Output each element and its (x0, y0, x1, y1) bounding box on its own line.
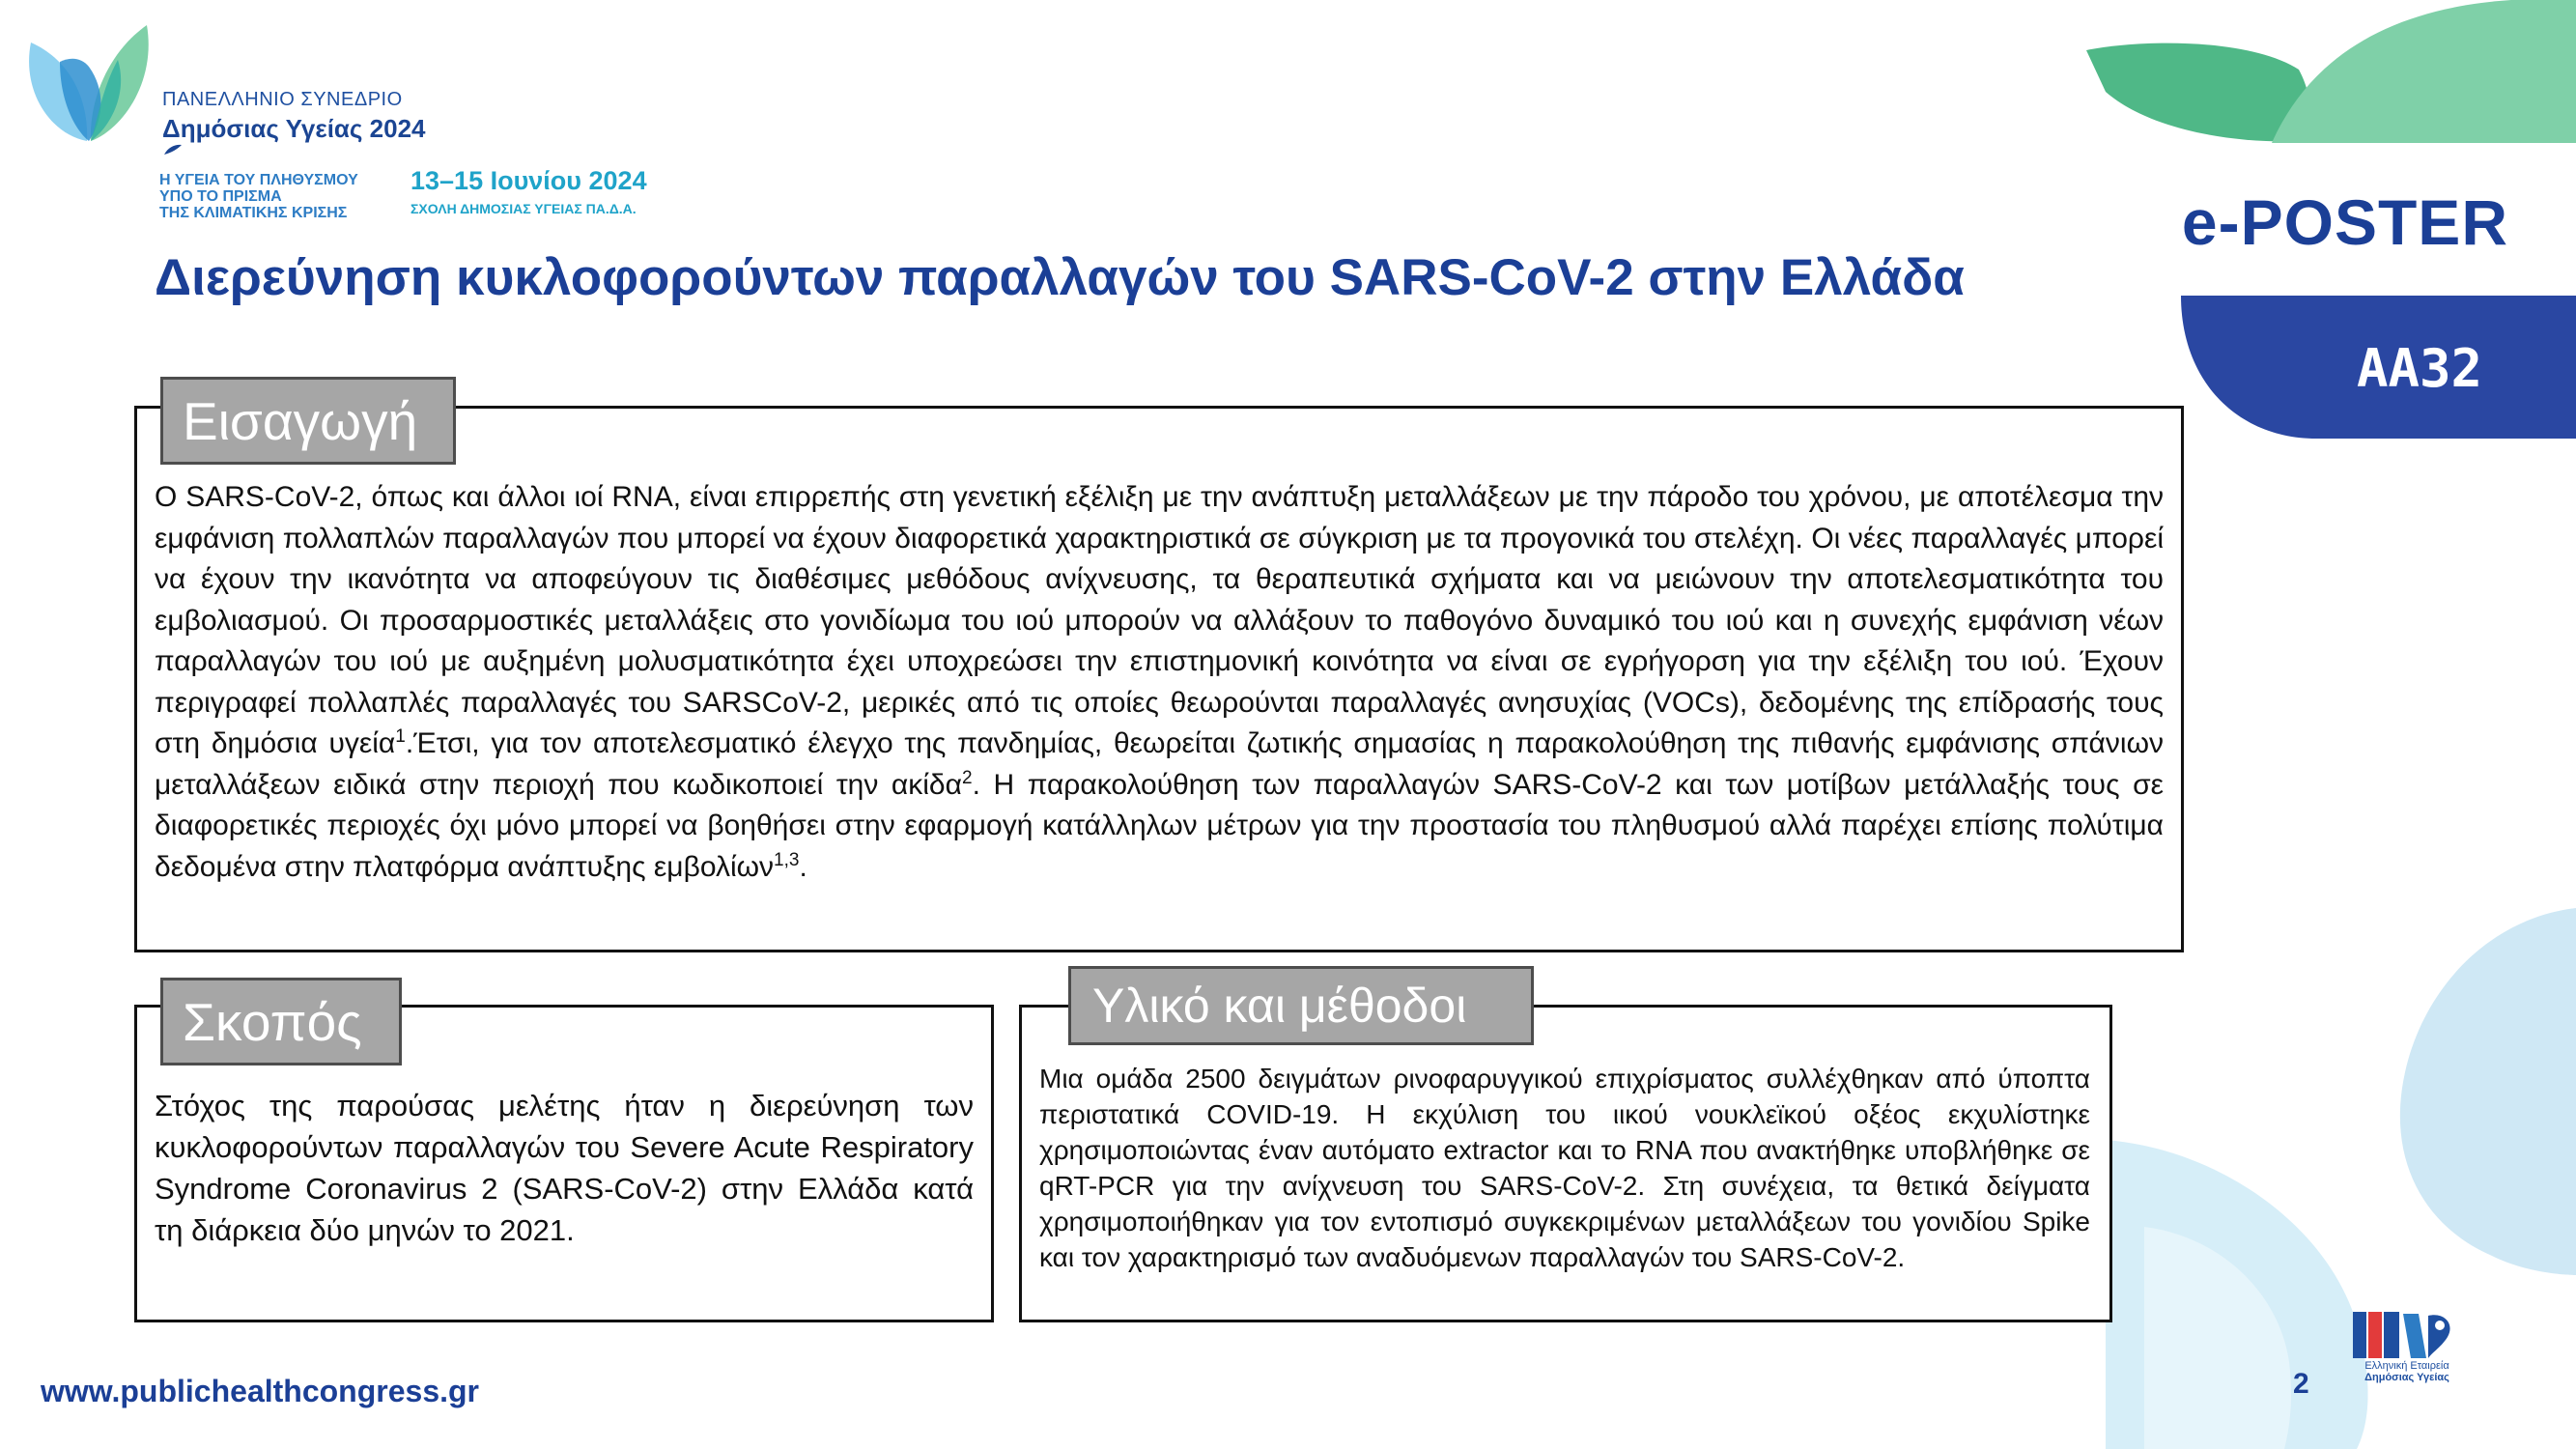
poster-code: AA32 (2357, 338, 2483, 399)
intro-heading: Εισαγωγή (160, 377, 456, 465)
poster-title: Διερεύνηση κυκλοφορούντων παραλλαγών του SARS-CoV-2 στην Ελλάδα (155, 249, 1965, 306)
decorative-blue-waves (2106, 908, 2576, 1449)
society-name-line2: Δημόσιας Υγείας (2364, 1372, 2449, 1383)
society-name-line1: Ελληνική Εταιρεία (2364, 1360, 2449, 1372)
methods-heading: Υλικό και μέθοδοι (1068, 966, 1534, 1045)
reference-2: 2 (961, 767, 973, 788)
conference-venue: ΣΧΟΛΗ ΔΗΜΟΣΙΑΣ ΥΓΕΙΑΣ ΠΑ.Δ.Α. (410, 201, 637, 216)
website-link[interactable]: www.publichealthcongress.gr (41, 1374, 479, 1408)
aim-text: Στόχος της παρούσας μελέτης ήταν η διερεύνηση των κυκλοφορούντων παραλλαγών του Severe Acute Respiratory Syndrome Coronavirus 2 (SARS-CoV-2) στην Ελλάδα κατά τη διάρκεια δύο μηνών το 2021. (155, 1089, 974, 1247)
intro-text: Ο SARS-CoV-2, όπως και άλλοι ιοί RNA, είναι επιρρεπής στη γενετική εξέλιξη με την ανάπτυξη μεταλλάξεων με την πάροδο του χρόνου, με αποτέλεσμα την εμφάνιση πολλαπλών παραλλαγών που μπορεί να έχουν διαφορετικά χαρακτηριστικά σε σύγκριση με τα προγονικά του στελέχη. Οι νέες παραλλαγές μπορεί να έχουν την ικανότητα να αποφεύγουν τις διαθέσιμες μεθόδους ανίχνευσης, τα θεραπευτικά σχήματα και να μειώνουν την αποτελεσματικότητα του εμβολιασμού. Οι προσαρμοστικές μεταλλάξεις στο γονιδίωμα του ιού μπορούν να αλλάξουν το παθογόνο δυναμικό του ιού και η συνεχής εμφάνιση νέων παραλλαγών του ιού με αυξημένη μολυσματικότητα έχει υποχρεώσει την επιστημονική κοινότητα να είναι σε εγρήγορση για την εξέλιξη του ιού. Έχουν περιγραφεί πολλαπλές παραλλαγές του SARSCoV-2, μερικές από τις οποίες θεωρούνται παραλλαγές ανησυχίας (VOCs), δεδομένης της επίδρασής τους στη δημόσια υγεία$^1$.Έτσι, για τον αποτελεσματικό έλεγχο της πανδημίας, θεωρείται ζωτικής σημασίας η παρακολούθηση της πιθανής εμφάνισης σπάνιων μεταλλάξεων ειδικά στην περιοχή που κωδικοποιεί την ακίδα$^2$. Η παρακολούθηση των παραλλαγών SARS-CoV-2 και των μοτίβων μετάλλαξής τους σε διαφορετικές περιοχές όχι μόνο μπορεί να βοηθήσει στην εφαρμογή κατάλληλων μέτρων για την προστασία του πληθυσμού αλλά παρέχει επίσης πολύτιμα δεδομένα στην πλατφόρμα ανάπτυξης εμβολίων$^{1,3}$. (155, 481, 2164, 883)
conference-name-small: ΠΑΝΕΛΛΗΝΙΟ ΣΥΝΕΔΡΙΟ (162, 89, 403, 110)
conference-theme: Η ΥΓΕΙΑ ΤΟΥ ΠΛΗΘΥΣΜΟΥ ΥΠΟ ΤΟ ΠΡΙΣΜΑ ΤΗΣ ΚΛΙΜΑΤΙΚΗΣ ΚΡΙΣΗΣ (159, 172, 358, 221)
aim-heading: Σκοπός (160, 978, 402, 1065)
conference-name-big: Δημόσιας Υγείας 2024 (162, 114, 426, 143)
decorative-green-leaves (2086, 0, 2576, 145)
eposter-label: e-POSTER (2181, 186, 2508, 258)
methods-text: Μια ομάδα 2500 δειγμάτων ρινοφαρυγγικού επιχρίσματος συλλέχθηκαν από ύποπτα περιστατικά COVID-19. Η εκχύλιση του ιικού νουκλεϊκού οξέος εκχυλίστηκε χρησιμοποιώντας έναν αυτόματο extractor και το RNA που ανακτήθηκε υποβλήθηκε σε qRT-PCR για την ανίχνευση του SARS-CoV-2. Στη συνέχεια, τα θετικά δείγματα χρησιμοποιήθηκαν για τον εντοπισμό συγκεκριμένων μεταλλάξεων του γονιδίου Spike και τον χαρακτηρισμό των αναδυόμενων παραλλαγών του SARS-CoV-2. (1039, 1064, 2090, 1272)
page-number: 2 (2293, 1368, 2309, 1400)
conference-dates: 13–15 Ιουνίου 2024 (410, 166, 647, 195)
reference-3: 1,3 (774, 849, 800, 870)
leaf-logo-icon (21, 23, 156, 149)
dash-icon (162, 143, 184, 156)
reference-1: 1 (395, 726, 406, 747)
